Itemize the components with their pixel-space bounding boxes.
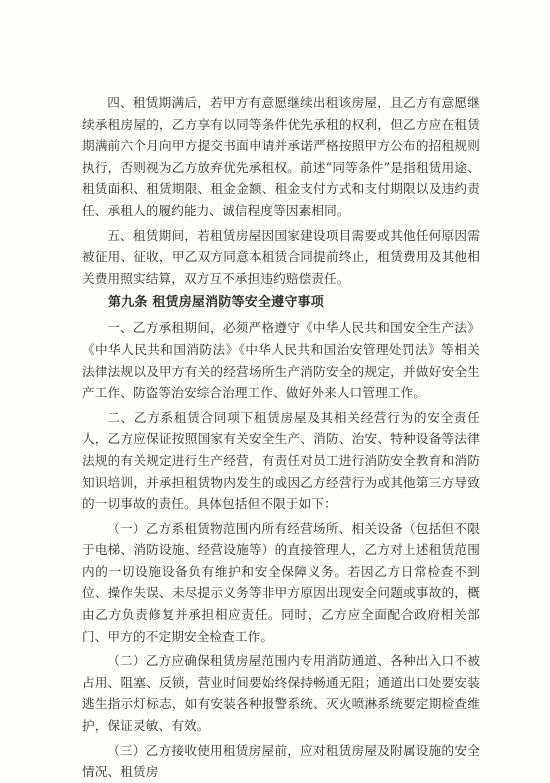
paragraph-early-termination: 五、租赁期间，若租赁房屋因国家建设项目需要或其他任何原因需被征用、征收，甲乙双方同意本租赁合同提前终止，租赁费用及其他相关费用照实结算，双方互不承担违约赔偿责任。 — [82, 227, 480, 286]
section-heading: 第九条 租赁房屋消防等安全遵守事项 — [108, 295, 324, 311]
paragraph-renewal-priority: 四、租赁期满后，若甲方有意愿继续出租该房屋，且乙方有意愿继续承租房屋的，乙方享有以同等条件优先承租的权利，但乙方应在租赁期满前六个月向甲方提交书面申请并承诺严格按照甲方公布的招租规则执行，否则视为乙方放弃优先承租权。前述“同等条件”是指租赁用途、租赁面积、租赁期限、租金金额、租金支付方式和支付期限以及违约责任、承租人的履约能力、诚信程度等因素相同。 — [82, 95, 480, 218]
paragraph-safety-responsibility: 二、乙方系租赁合同项下租赁房屋及其相关经营行为的安全责任人，乙方应保证按照国家有关安全生产、消防、治安、特种设备等法律法规的有关规定进行生产经营，有责任对员工进行消防安全教育和消防知识培训，并承担租赁物内发生的或因乙方经营行为或其他第三方导致的一切事故的责任。具体包括但不限于如下： — [82, 409, 480, 512]
paragraph-facility-management: （一）乙方系租赁物范围内所有经营场所、相关设备（包括但不限于电梯、消防设施、经营设施等）的直接管理人，乙方对上述租赁范围内的一切设施设备负有维护和安全保障义务。若因乙方日常检查不到位、操作失误、未尽提示义务等非甲方原因出现安全问题或事故的，概由乙方负责修复并承担相应责任。同时，乙方应全面配合政府相关部门、甲方的不定期安全检查工作。 — [82, 520, 480, 644]
paragraph-legal-compliance: 一、乙方承租期间，必须严格遵守《中华人民共和国安全生产法》《中华人民共和国消防法》《中华人民共和国治安管理处罚法》等相关法律法规以及甲方有关的经营场所生产消防安全的规定，并做好安全生产工作、防盗等治安综合治理工作、做好外来人口管理工作。 — [82, 320, 480, 401]
paragraph-inspection-before-use: （三）乙方接收使用租赁房屋前，应对租赁房屋及附属设施的安全情况、租赁房 — [82, 742, 480, 780]
paragraph-fire-exits: （二）乙方应确保租赁房屋范围内专用消防通道、各种出入口不被占用、阻塞、反锁，营业时间要始终保持畅通无阻；通道出口处要安装逃生指示灯标志，如有安装各种报警系统、灭火喷淋系统要定期检查维护，保证灵敏、有效。 — [82, 653, 480, 734]
